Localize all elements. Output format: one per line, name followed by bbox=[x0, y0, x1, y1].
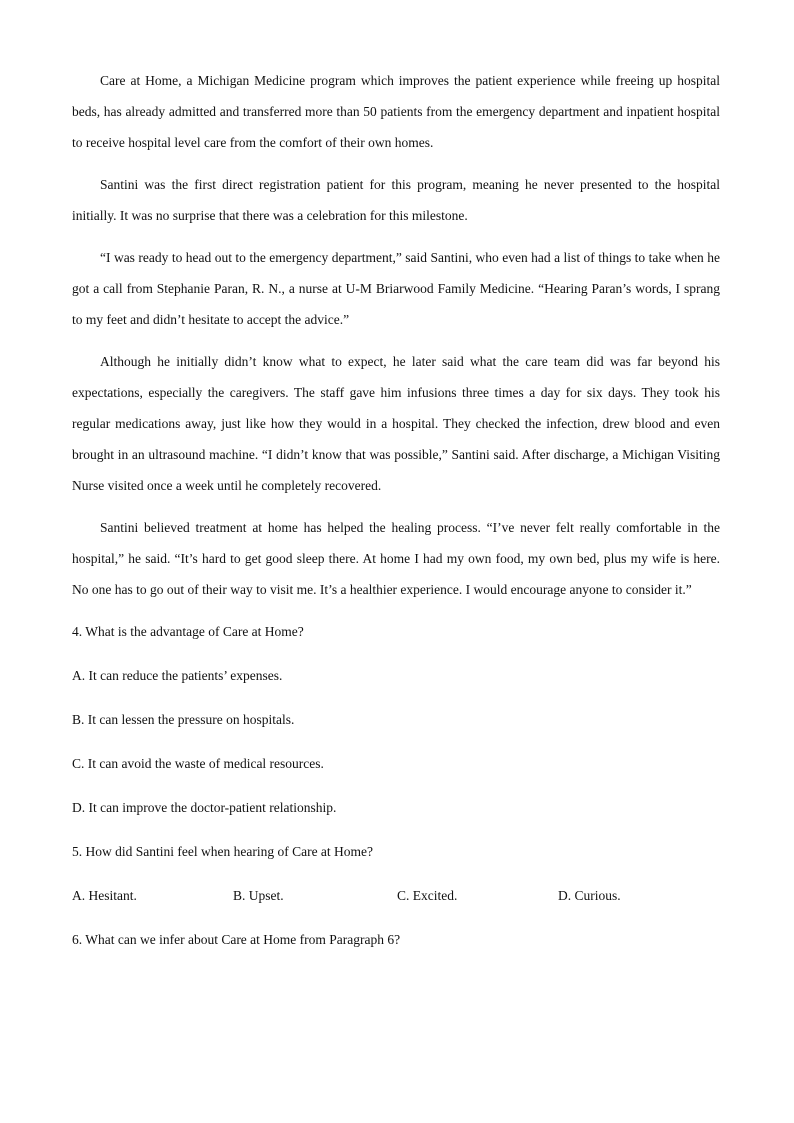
passage-paragraph-4: Although he initially didn’t know what to expect, he later said what the care team did was far beyond his expectations, especially the caregivers. The staff gave him infusions three times a day for six days. They took his regular medications away, just like how they would in a hospital. They checked the infection, drew blood and even brought in an ultrasound machine. “I didn’t know that was possible,” Santini said. After discharge, a Michigan Visiting Nurse visited once a week until he completely recovered. bbox=[72, 354, 720, 493]
passage-paragraph-3: “I was ready to head out to the emergency department,” said Santini, who even had a list of things to take when he got a call from Stephanie Paran, R. N., a nurse at U-M Briarwood Family Medicine. “Hearing Paran’s words, I sprang to my feet and didn’t hesitate to accept the advice.” bbox=[72, 250, 720, 327]
question-4-option-c: C. It can avoid the waste of medical resources. bbox=[72, 756, 324, 771]
question-5-option-a: A. Hesitant. bbox=[72, 888, 137, 903]
question-5-stem: 5. How did Santini feel when hearing of Care at Home? bbox=[72, 844, 374, 859]
question-5-option-b: B. Upset. bbox=[233, 888, 284, 903]
question-4-stem: 4. What is the advantage of Care at Home? bbox=[72, 624, 304, 639]
question-5-option-d: D. Curious. bbox=[558, 888, 621, 903]
question-4-option-d: D. It can improve the doctor-patient relationship. bbox=[72, 800, 337, 815]
question-5-options bbox=[72, 880, 720, 911]
passage-paragraph-5: Santini believed treatment at home has helped the healing process. “I’ve never felt really comfortable in the hospital,” he said. “It’s hard to get good sleep there. At home I had my own food, my own bed, plus my wife is here. No one has to go out of their way to visit me. It’s a healthier experience. I would encourage anyone to consider it.” bbox=[72, 520, 720, 597]
passage-paragraph-1: Care at Home, a Michigan Medicine program which improves the patient experience while freeing up hospital beds, has already admitted and transferred more than 50 patients from the emergency department and inpatient hospital to receive hospital level care from the comfort of their own homes. bbox=[72, 73, 720, 150]
passage-paragraph-2: Santini was the first direct registration patient for this program, meaning he never presented to the hospital initially. It was no surprise that there was a celebration for this milestone. bbox=[72, 177, 720, 223]
question-6-stem: 6. What can we infer about Care at Home from Paragraph 6? bbox=[72, 932, 401, 947]
question-5-option-c: C. Excited. bbox=[397, 888, 458, 903]
document-content bbox=[72, 65, 720, 968]
question-4-option-a: A. It can reduce the patients’ expenses. bbox=[72, 668, 283, 683]
question-4-option-b: B. It can lessen the pressure on hospitals. bbox=[72, 712, 295, 727]
